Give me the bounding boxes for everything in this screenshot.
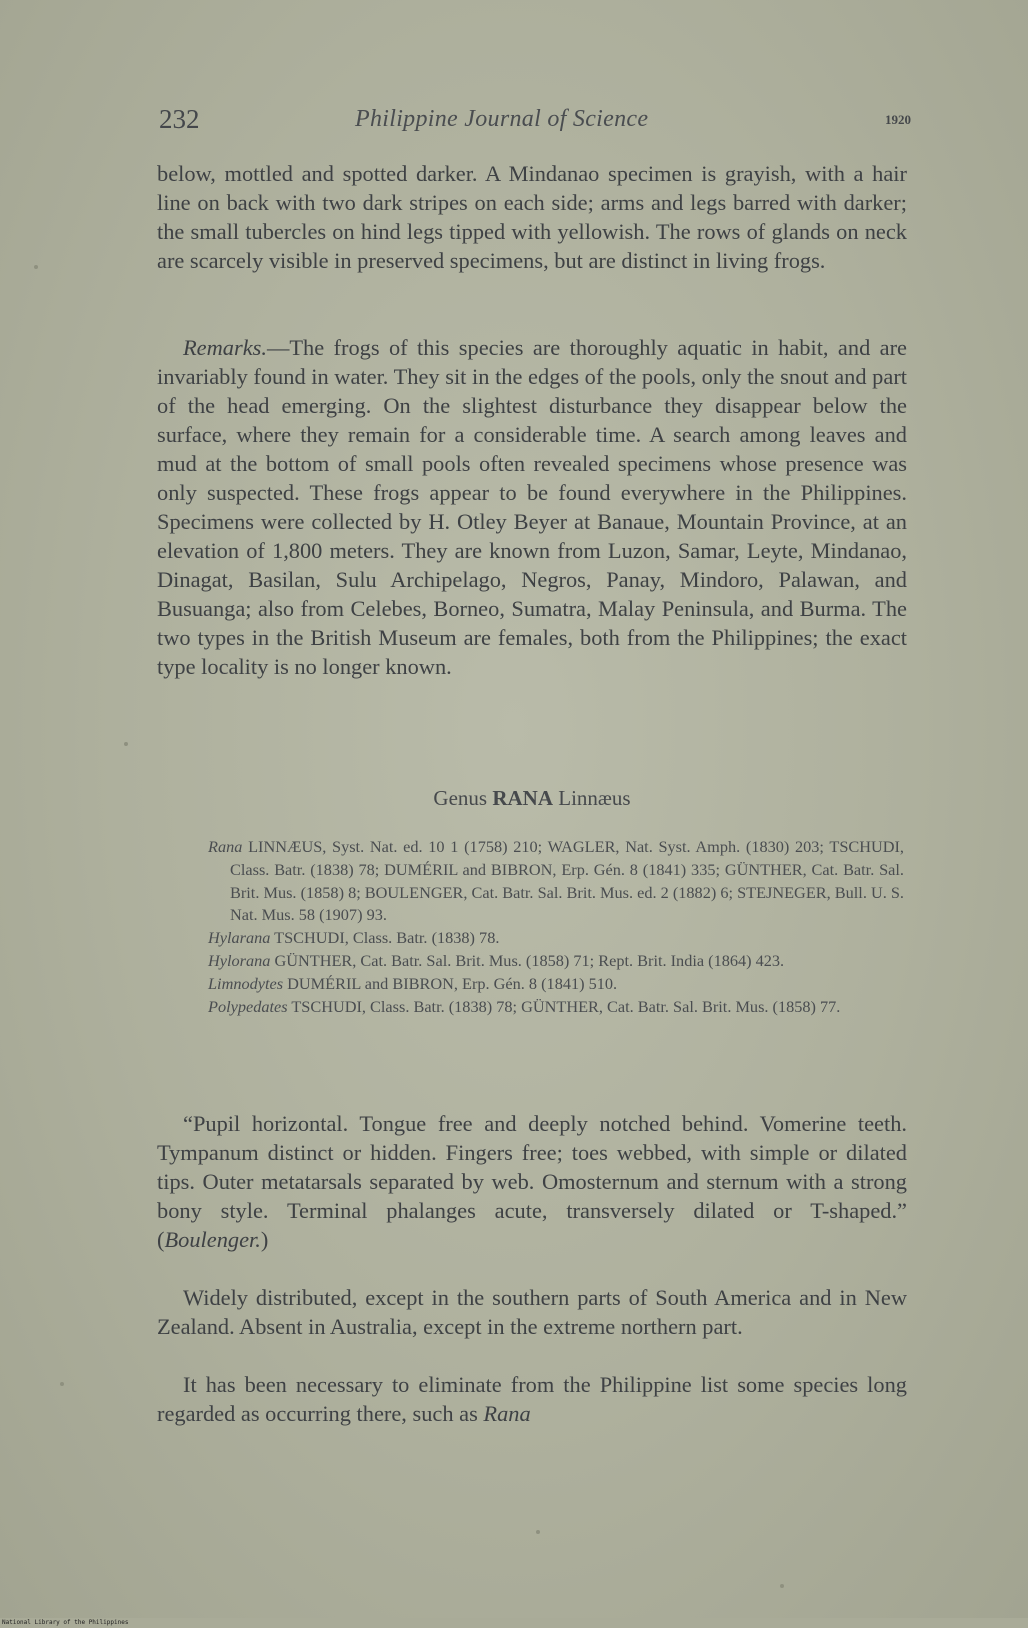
synonymy-entry	[208, 836, 904, 927]
paragraph-text: below, mottled and spotted darker. A Mindanao specimen is grayish, with a hair line on back with two dark stripes on each side; arms and legs barred with darker; the small tubercles on hind legs tipped with yellowish. The rows of glands on neck are scarcely visible in preserved specimens, but are distinct in living frogs.	[157, 161, 907, 273]
synonym-genus: Limnodytes	[208, 973, 284, 993]
genus-author: Linnæus	[558, 786, 631, 810]
scan-speck	[536, 1530, 540, 1534]
synonymy-entry	[208, 996, 904, 1019]
scan-speck	[60, 1382, 64, 1386]
journal-title: Philippine Journal of Science	[355, 106, 649, 132]
diagnosis-author: Boulenger.	[164, 1227, 261, 1252]
library-footer: National Library of the Philippines	[2, 1619, 129, 1626]
scan-speck	[124, 742, 128, 746]
paragraph-distribution	[157, 1283, 907, 1341]
running-head	[159, 104, 911, 140]
synonym-citation: GÜNTHER, Cat. Batr. Sal. Brit. Mus. (1858) 71; Rept. Brit. India (1864) 423.	[270, 950, 785, 970]
paragraph-description-end	[157, 159, 907, 275]
paragraph-remarks	[157, 333, 907, 681]
paragraph-genus-diagnosis: “Pupil horizontal. Tongue free and deeply notched behind. Vomerine teeth. Tympanum distinct or hidden. Fingers free; toes webbed, with simple or dilated tips. Outer metatarsals separated by web. Omosternum and sternum with a strong bony style. Terminal phalanges acute, transversely dilated or T-shaped.” (Boulenger.)	[157, 1111, 907, 1252]
synonym-citation: DUMÉRIL and BIBRON, Erp. Gén. 8 (1841) 510.	[283, 973, 618, 993]
synonymy-entry	[208, 927, 904, 950]
eliminated-species-text: It has been necessary to eliminate from the Philippine list some species long regarded as occurring there, such as	[157, 1372, 907, 1426]
remarks-label: Remarks.	[183, 335, 267, 360]
publication-year: 1920	[885, 112, 911, 127]
scan-speck	[780, 1584, 784, 1588]
species-genus: Rana	[483, 1401, 531, 1426]
synonymy-entry	[208, 950, 904, 973]
genus-prefix: Genus	[433, 786, 488, 810]
synonymy-entry	[208, 973, 904, 996]
genus-heading	[157, 786, 907, 811]
diagnosis-text: “Pupil horizontal. Tongue free and deeply notched behind. Vomerine teeth. Tympanum distinct or hidden. Fingers free; toes webbed, with simple or dilated tips. Outer metatarsals separated by web. Omosternum and sternum with a strong bony style. Terminal phalanges acute, transversely dilated or T-shaped.” (	[157, 1111, 907, 1252]
synonym-citation: TSCHUDI, Class. Batr. (1838) 78; GÜNTHER, Cat. Batr. Sal. Brit. Mus. (1858) 77.	[287, 996, 841, 1016]
synonym-citation: TSCHUDI, Class. Batr. (1838) 78.	[270, 928, 500, 948]
remarks-text: —The frogs of this species are thoroughly aquatic in habit, and are invariably found in water. They sit in the edges of the pools, only the snout and part of the head emerging. On the slightest disturbance they disappear below the surface, where they remain for a considerable time. A search among leaves and mud at the bottom of small pools often revealed specimens whose presence was only suspected. These frogs appear to be found everywhere in the Philippines. Specimens were collected by H. Otley Beyer at Banaue, Mountain Province, at an elevation of 1,800 meters. They are known from Luzon, Samar, Leyte, Mindanao, Dinagat, Basilan, Sulu Archipelago, Negros, Panay, Mindoro, Palawan, and Busuanga; also from Celebes, Borneo, Sumatra, Malay Peninsula, and Burma. The two types in the British Museum are females, both from the Philippines; the exact type locality is no longer known.	[157, 335, 907, 679]
paragraph-eliminated-species	[157, 1370, 907, 1428]
synonym-genus: Hylarana	[208, 928, 271, 948]
synonymy-list	[208, 836, 904, 1018]
distribution-text: Widely distributed, except in the southern parts of South America and in New Zealand. Absent in Australia, except in the extreme northern part.	[157, 1285, 907, 1339]
genus-name: RANA	[492, 786, 553, 810]
scan-speck	[34, 265, 38, 269]
synonym-genus: Rana	[208, 837, 243, 856]
synonym-citation: LINNÆUS, Syst. Nat. ed. 10 1 (1758) 210; WAGLER, Nat. Syst. Amph. (1830) 203; TSCHUDI, Class. Batr. (1838) 78; DUMÉRIL and BIBRON, Erp. Gén. 8 (1841) 335; GÜNTHER, Cat. Batr. Sal. Brit. Mus. (1858) 8; BOULENGER, Cat. Batr. Sal. Brit. Mus. ed. 2 (1882) 6; STEJNEGER, Bull. U. S. Nat. Mus. 58 (1907) 93.	[230, 837, 904, 925]
synonym-genus: Hylorana	[208, 950, 271, 970]
synonym-genus: Polypedates	[208, 996, 288, 1016]
page-number: 232	[159, 104, 200, 134]
